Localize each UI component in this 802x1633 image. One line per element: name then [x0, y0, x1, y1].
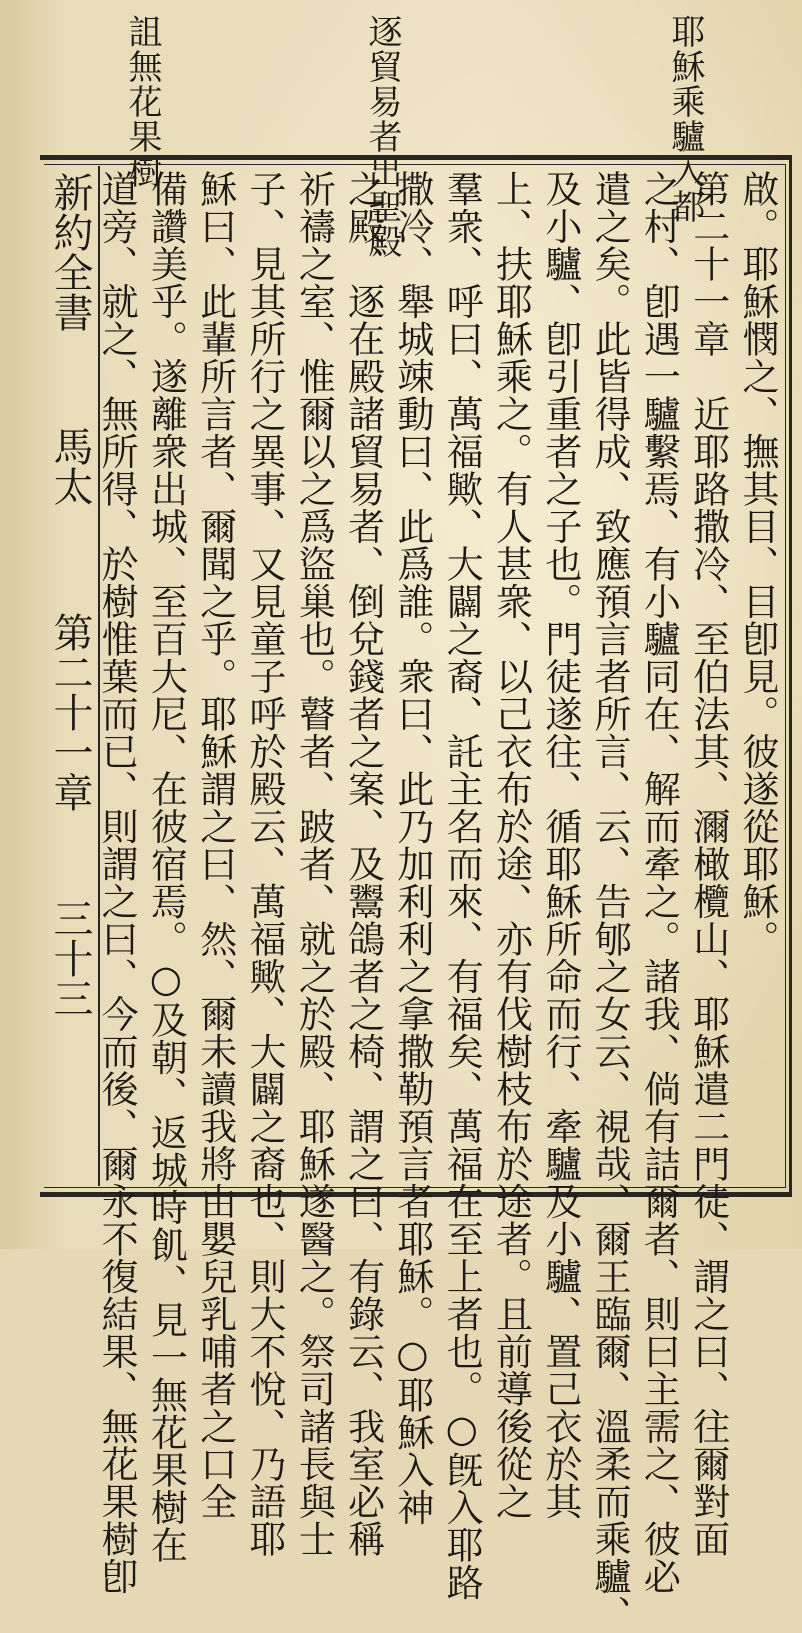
text-column-7: 羣衆、呼曰、萬福歟、大闢之裔、託主名而來、有福矣、萬福在至上者也。○旣入耶路: [440, 170, 484, 1601]
scripture-text: [95, 170, 782, 1633]
margin-note-temple-cleansing: 逐貿易者出聖殿: [362, 14, 402, 259]
text-column-14: 道旁、就之、無所得、於樹惟葉而已、則謂之曰、今而後、爾永不復結果、無花果樹卽: [95, 170, 139, 1595]
text-column-13: 備讚美乎。遂離衆出城、至百大尼、在彼宿焉。○及朝、返城時飢、見一無花果樹在: [144, 170, 188, 1564]
text-column-3: 之村、卽遇一驢繫焉、有小驢同在、解而牽之。諸我、倘有詰爾者、則曰主需之、彼必: [637, 170, 681, 1595]
text-column-2: 第二十一章 近耶路撒冷、至伯法其、濔橄欖山、耶穌遣二門徒、謂之曰、往爾對面: [686, 170, 730, 1558]
chapter-label: 第二十一章: [47, 612, 93, 812]
gospel-name: 馬太: [47, 426, 93, 506]
text-column-1: 啟。耶穌憫之、撫其目、目卽見。彼遂從耶穌。: [736, 170, 779, 958]
text-column-4: 遣之矣。此皆得成、致應預言者所言、云、告郇之女云、視哉、爾王臨爾、溫柔而乘驢、: [588, 170, 632, 1633]
text-column-10: 祈禱之室、惟爾以之爲盜巢也。瞽者、跛者、就之於殿、耶穌遂醫之。祭司諸長與士: [292, 170, 336, 1558]
text-column-12: 穌曰、此輩所言者、爾聞之乎。耶穌謂之曰、然、爾未讀我將由嬰兒乳哺者之口全: [193, 170, 237, 1520]
book-title: 新約全書: [47, 172, 93, 332]
text-column-6: 上、扶耶穌乘之。有人甚衆、以己衣布於途、亦有伐樹枝布於途者。且前導後從之: [489, 170, 533, 1520]
text-column-9: 之殿、逐在殿諸貿易者、倒兌錢者之案、及鬻鴿者之椅、謂之曰、有錄云、我室必稱: [341, 170, 385, 1558]
text-column-5: 及小驢、卽引重者之子也。門徒遂往、循耶穌所命而行、牽驢及小驢、置己衣於其: [538, 170, 582, 1520]
text-column-11: 子、見其所行之異事、又見童子呼於殿云、萬福歟、大闢之裔也、則大不悅、乃語耶: [243, 170, 287, 1558]
margin-note-fig-tree: 詛無花果樹: [122, 14, 162, 189]
text-column-8: 撒冷、舉城竦動曰、此爲誰。衆曰、此乃加利利之拿撒勒預言者耶穌。○耶穌入神: [390, 170, 434, 1526]
margin-note-triumphal-entry: 耶穌乘驢入都: [665, 14, 705, 224]
page-number: 三十三: [47, 898, 93, 1018]
